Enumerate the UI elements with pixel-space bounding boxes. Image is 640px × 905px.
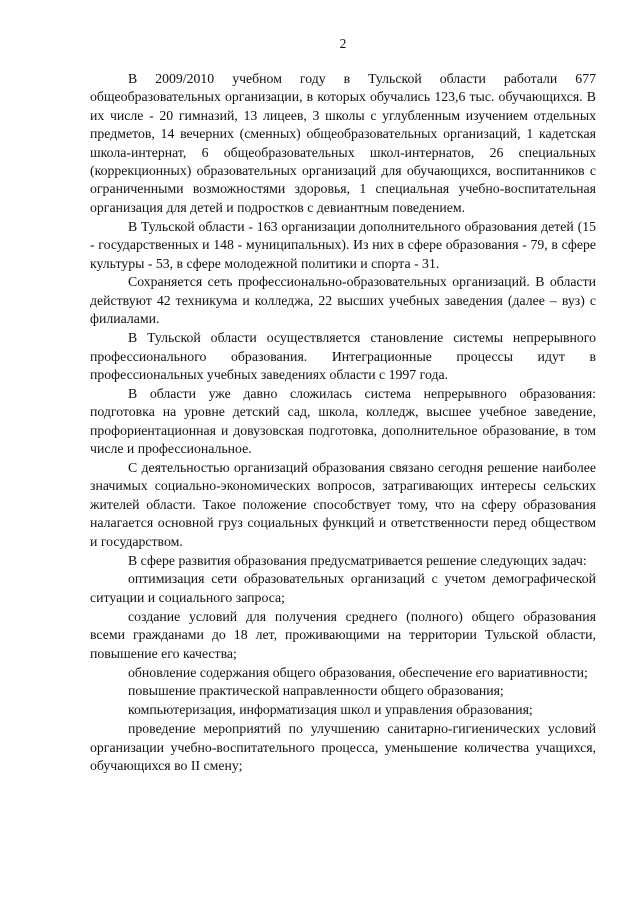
paragraph-schools-overview: В 2009/2010 учебном году в Тульской области работали 677 общеобразовательных организации, в которых обучались 123,6 тыс. обучающихся. В их числе - 20 гимназий, 13 лицеев, 3 школы с углубленным изучением отдельных предметов, 14 вечерних (сменных) общеобразовательных организаций, 1 кадетская школа-интернат, 6 общеобразовательных школ-интернатов, 26 специальных (коррекционных) образовательных организаций для обучающихся, воспитанников с ограниченными возможностями здоровья, 1 специальная учебно-воспитательная организация для детей и подростков с девиантным поведением. xyxy=(90,71,596,215)
paragraph-continuous-education-levels: В области уже давно сложилась система непрерывного образования: подготовка на уровне детский сад, школа, колледж, высшее учебное заведение, профориентационная и довузовская подготовка, дополнительное образование, в том числе и профессиональное. xyxy=(90,385,596,457)
list-item-task-content-update: обновление содержания общего образования, обеспечение его вариативности; xyxy=(128,664,588,680)
document-page xyxy=(90,36,596,775)
list-item-task-computerization: компьютеризация, информатизация школ и управления образования; xyxy=(128,702,533,718)
paragraph-additional-education: В Тульской области - 163 организации дополнительного образования детей (15 - государственных и 148 - муниципальных). Из них в сфере образования - 79, в сфере культуры - 53, в сфере молодежной политики и спорта - 31. xyxy=(90,218,596,271)
list-item-task-secondary-education: создание условий для получения среднего (полного) общего образования всеми гражданами до 18 лет, проживающими на территории Тульской области, повышение его качества; xyxy=(90,608,596,661)
list-item-task-optimization: оптимизация сети образовательных организаций с учетом демографической ситуации и социального запроса; xyxy=(90,571,596,605)
paragraph-social-role: С деятельностью организаций образования связано сегодня решение наиболее значимых социально-экономических вопросов, затрагивающих интересы сельских жителей области. Такое положение способствует тому, что на сферу образования налагается основной груз социальных функций и ответственности перед обществом и государством. xyxy=(90,460,596,549)
paragraph-tasks-intro: В сфере развития образования предусматривается решение следующих задач: xyxy=(128,552,587,568)
list-item-task-practical-orientation: повышение практической направленности общего образования; xyxy=(128,683,504,699)
paragraph-professional-network: Сохраняется сеть профессионально-образовательных организаций. В области действуют 42 техникума и колледжа, 22 высших учебных заведения (далее – вуз) с филиалами. xyxy=(90,274,596,327)
list-item-task-sanitary-conditions: проведение мероприятий по улучшению санитарно-гигиенических условий организации учебно-воспитательного процесса, уменьшение количества учащихся, обучающихся во II смену; xyxy=(90,721,596,774)
page-number: 2 xyxy=(339,36,347,51)
paragraph-continuous-education-system: В Тульской области осуществляется становление системы непрерывного профессионального образования. Интеграционные процессы идут в профессиональных учебных заведениях области с 1997 года. xyxy=(90,330,596,382)
